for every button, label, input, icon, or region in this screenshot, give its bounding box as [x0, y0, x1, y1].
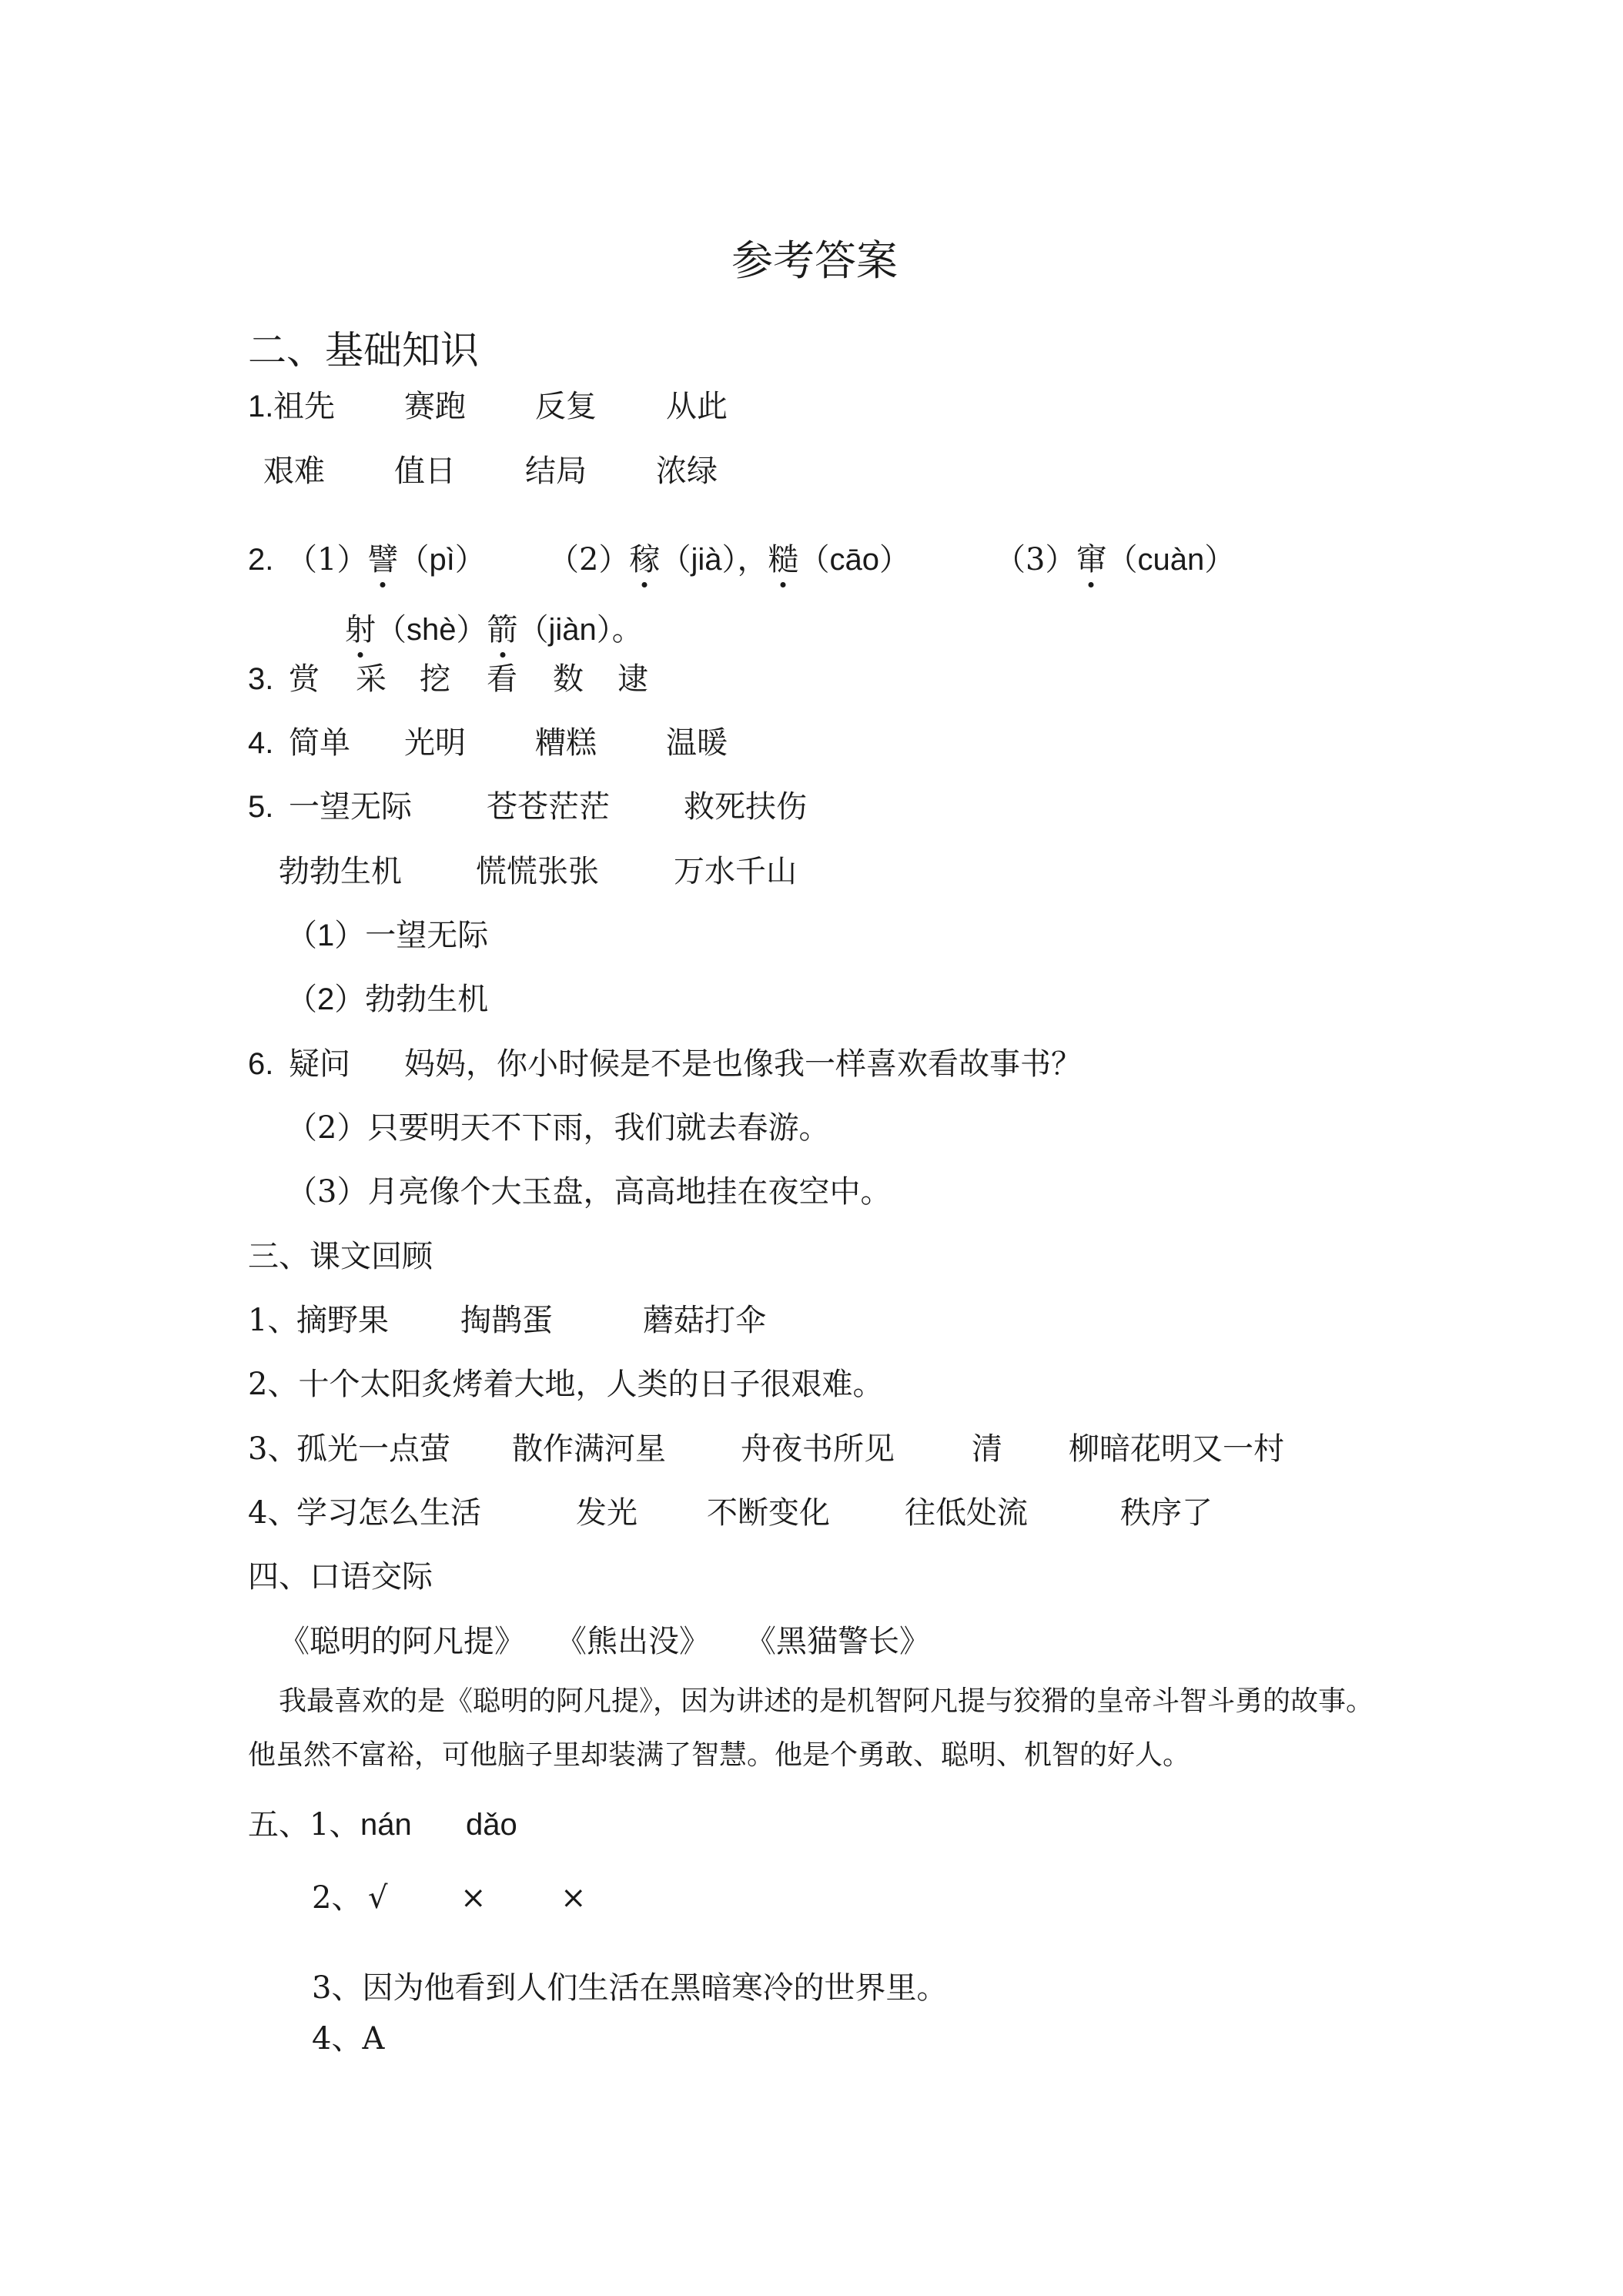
question-number: 4. — [248, 726, 274, 760]
section-5-line-4: 4、A — [312, 2021, 385, 2057]
sub-label: （2） — [286, 982, 366, 1016]
dotted-character: 射 — [345, 612, 376, 648]
sub-label: （2） — [548, 542, 630, 577]
question-number: 2. — [248, 543, 274, 577]
dotted-character: 譬 — [367, 542, 399, 577]
answer-phrase: 往低处流 — [905, 1495, 1028, 1531]
answer-idiom: 救死扶伤 — [684, 789, 807, 825]
dotted-character: 箭 — [487, 612, 518, 648]
answer-word: 赛跑 — [404, 389, 466, 424]
question-number: 3. — [248, 662, 274, 696]
answer-word: 简单 — [289, 725, 350, 761]
answer-word: 光明 — [404, 725, 466, 761]
judgement-mark: × — [561, 1880, 587, 1916]
review-2: 2、十个太阳炙烤着大地，人类的日子很艰难。 — [248, 1367, 884, 1402]
answer-word: 值日 — [394, 454, 456, 489]
sub-label: （1） — [286, 919, 366, 952]
answer-idiom: 一望无际 — [289, 789, 412, 825]
answer-sentence: 妈妈，你小时候是不是也像我一样喜欢看故事书？ — [404, 1046, 1082, 1082]
answer-word: 温暖 — [666, 725, 728, 761]
answer-phrase: 学习怎么生活 — [296, 1495, 481, 1531]
answer-word: 从此 — [666, 389, 728, 424]
question-number: 5. — [248, 790, 274, 824]
answer-text: 疑问 — [289, 1046, 350, 1082]
answer-phrase: 秩序了 — [1120, 1495, 1213, 1531]
answer-verse: 舟夜书所见 — [741, 1431, 895, 1467]
answer-word: 祖先 — [273, 389, 335, 424]
answer-word: 反复 — [535, 389, 597, 424]
item-number: 2、 — [312, 1880, 363, 1916]
answer-word: 浓绿 — [656, 454, 718, 489]
item-number: 3、 — [248, 1431, 299, 1467]
section-heading-basic-knowledge: 二、基础知识 — [248, 328, 479, 373]
pinyin: （shè） — [376, 613, 487, 647]
pinyin: （cāo） — [798, 543, 910, 577]
book-title: 《聪明的阿凡提》 — [279, 1624, 525, 1659]
answer-verse: 清 — [972, 1431, 1002, 1467]
answer-sentence: （3）月亮像个大玉盘，高高地挂在夜空中。 — [286, 1174, 892, 1210]
sub-answer-2 — [286, 984, 488, 1015]
pinyin-answer: dǎo — [466, 1808, 517, 1842]
dotted-character: 稼 — [629, 542, 661, 577]
answer-character: 采 — [356, 661, 387, 697]
pinyin: （jià）， — [660, 543, 768, 577]
section-heading-reading: 五、1、 — [248, 1807, 360, 1842]
answer-character: 看 — [487, 661, 517, 697]
sub-answer-text: 勃勃生机 — [365, 982, 489, 1017]
answer-character: 赏 — [289, 661, 320, 697]
paragraph-line-2: 他虽然不富裕，可他脑子里却装满了智慧。他是个勇敢、聪明、机智的好人。 — [248, 1739, 1191, 1771]
answer-idiom: 慌慌张张 — [476, 854, 599, 889]
sub-label: （3） — [995, 542, 1076, 577]
answer-verse: 柳暗花明又一村 — [1069, 1431, 1284, 1467]
answer-word: 艰难 — [263, 454, 325, 489]
answer-phrase: 发光 — [576, 1495, 637, 1531]
answer-word: 结局 — [525, 454, 587, 489]
page-title: 参考答案 — [731, 236, 898, 285]
pinyin-answer-2 — [548, 544, 910, 575]
paragraph-line-1: 我最喜欢的是《聪明的阿凡提》，因为讲述的是机智阿凡提与狡猾的皇帝斗智斗勇的故事。 — [279, 1685, 1374, 1717]
sub-answer-text: 一望无际 — [365, 918, 489, 953]
answer-word: 蘑菇打伞 — [643, 1303, 766, 1338]
book-title: 《黑猫警长》 — [745, 1624, 930, 1659]
section-heading-oral-communication: 四、口语交际 — [248, 1559, 433, 1595]
section-5-line-3: 3、因为他看到人们生活在黑暗寒冷的世界里。 — [312, 1970, 948, 2006]
answer-verse: 散作满河星 — [512, 1431, 666, 1467]
judgement-mark: √ — [368, 1880, 388, 1916]
answer-word: 掏鹊蛋 — [460, 1303, 553, 1338]
answer-verse: 孤光一点萤 — [296, 1431, 450, 1467]
section-heading-text-review: 三、课文回顾 — [248, 1239, 433, 1274]
answer-character: 挖 — [420, 661, 450, 697]
pinyin-answer: nán — [360, 1808, 412, 1842]
item-number: 4、 — [248, 1495, 299, 1531]
dotted-character: 糙 — [768, 542, 799, 577]
answer-word: 摘野果 — [296, 1303, 389, 1338]
pinyin-answer-1 — [286, 544, 486, 575]
question-number: 1. — [248, 390, 274, 423]
answer-idiom: 勃勃生机 — [279, 854, 402, 889]
pinyin-answer-3 — [995, 544, 1235, 575]
answer-character: 数 — [553, 661, 584, 697]
pinyin: （cuàn） — [1106, 543, 1236, 577]
question-number: 6. — [248, 1047, 274, 1081]
answer-idiom: 万水千山 — [674, 854, 797, 889]
answer-phrase: 不断变化 — [707, 1495, 830, 1531]
dotted-character: 窜 — [1076, 542, 1107, 577]
book-title: 《熊出没》 — [556, 1624, 710, 1659]
pinyin: （jiàn）。 — [517, 613, 643, 647]
sub-answer-1 — [286, 920, 488, 951]
item-number: 1、 — [248, 1303, 299, 1338]
answer-word: 糟糕 — [535, 725, 597, 761]
pinyin-answer-3-cont — [345, 612, 643, 648]
pinyin: （pì） — [398, 543, 486, 577]
answer-sentence: （2）只要明天不下雨，我们就去春游。 — [286, 1110, 830, 1146]
answer-character: 逮 — [617, 661, 648, 697]
answer-idiom: 苍苍茫茫 — [487, 789, 610, 825]
sub-label: （1） — [286, 542, 368, 577]
judgement-mark: × — [460, 1880, 487, 1916]
